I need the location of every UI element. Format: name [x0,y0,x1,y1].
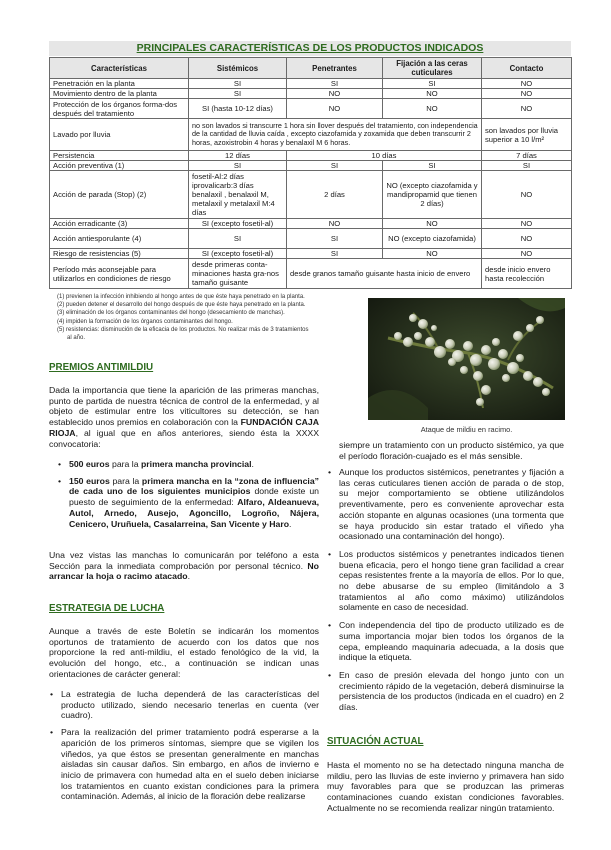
prize-text: para la [109,459,141,469]
list-item [57,476,319,530]
cell: NO [482,219,572,229]
table-row [50,219,572,229]
cell: 10 días [287,151,482,161]
premios-heading: PREMIOS ANTIMILDIU [49,362,154,373]
cell: NO [383,249,482,259]
table-row [50,161,572,171]
cell: SI (excepto fosetil-al) [189,249,287,259]
list-item: • Los productos sistémicos y penetrantes indicados tienen buena eficacia, pero el hongo tiene gran facilidad a crear cepas resistentes frente a la mayoría de ellos. Por lo que, no debe abusarse de su empleo (limitándolo a 3 tratamientos al año como máximo) utilizándolos solamente en caso de necesidad. [327,549,564,613]
cell: SI (hasta 10-12 días) [189,99,287,119]
footnote: al año. [67,335,86,342]
contact-warning: No arrancar la hoja o racimo atacado [49,560,319,582]
list-item: • La estrategia de lucha dependerá de las características del producto utilizado, siendo necesario tenerlas en cuenta (ver cuadro). [49,689,319,721]
cell: desde inicio envero hasta recolección [482,259,572,289]
municipality-list: Alfaro, Aldeanueva, Autol, Arnedo, Ausejo, Agoncillo, Logroño, Nájera, Cenicero, Uruñuela, Casalarreina, San Vicente y Haro [69,497,319,529]
row-label: Acción preventiva (1) [50,161,189,171]
list-item: • Con independencia del tipo de producto utilizado es de suma importancia mojar bien todos los órganos de la cepa, empleando maquinaria adecuada, a la dosis que indique la etiqueta. [327,620,564,663]
cell: SI [189,229,287,249]
prize-text: . [289,518,292,529]
row-label: Acción antiesporulante (4) [50,229,189,249]
cell: 2 días [287,171,383,219]
cell: NO (excepto ciazofamida y mandipropamid que tienen 2 días) [383,171,482,219]
table-header-row [50,58,572,79]
cell: SI [189,161,287,171]
row-label: Acción erradicante (3) [50,219,189,229]
row-label: Lavado por lluvia [50,119,189,151]
header-sistemicos: Sistémicos [189,58,287,79]
cell: NO [383,219,482,229]
cell: SI [482,161,572,171]
photo-caption: Ataque de mildiu en racimo. [420,425,513,434]
row-label: Protección de los órganos forma-dos después del tratamiento [50,99,189,119]
footnote: (5) resistencias: disminución de la eficacia de los productos. No realizar más de 3 tratamientos [57,326,309,333]
footnote: (1) previenen la infección inhibiendo al hongo antes de que éste haya penetrado en la planta. [57,294,305,300]
mildew-cluster-image [368,298,565,420]
table-row [50,99,572,119]
table-title: PRINCIPALES CARACTERÍSTICAS DE LOS PRODUCTOS INDICADOS [49,41,571,56]
row-label: Período más aconsejable para utilizarlos en condiciones de riesgo [50,259,189,289]
footnote: (4) impiden la formación de los órganos contaminantes del hongo. [57,318,233,325]
cell: NO [482,171,572,219]
cell: SI [383,79,482,89]
table-row [50,249,572,259]
estrategia-continuation: siempre un tratamiento con un producto sistémico, ya que el período floración-cuajado es el más sensible. [339,440,564,461]
situacion-text: Hasta el momento no se ha detectado ninguna mancha de mildiu, pero las lluvias de este invierno y primavera han sido muy favorables para que se produzcan las primeras contaminaciones cuando existan condiciones favorables. Actualmente no se recomienda realizar ningún tratamiento. [327,760,564,813]
cell: SI (excepto fosetil-al) [189,219,287,229]
prize-text: . [251,459,254,469]
situacion-heading: SITUACIÓN ACTUAL [327,736,424,747]
premios-text: Dada la importancia que tiene la aparición de las primeras manchas, punto de partida de nuestra técnica de control de la enfermedad, y al objeto de estimular entre los viticultores su detección, se han establecido unos premios en colaboración con la [49,385,319,428]
cell: NO [482,249,572,259]
list-item: • En caso de presión elevada del hongo junto con un crecimiento rápido de la vegetación, deberá disminuirse la persistencia de los productos (indicada en el cuadro) en 2 días. [327,670,564,713]
prize-title: primera mancha en la “zona de influencia” de cada uno de los siguientes municipios [69,475,319,497]
premios-contact [49,550,319,582]
estrategia-intro: Aunque a través de este Boletín se indicarán los momentos oportunos de tratamiento de acuerdo con los datos que nos proporcione la red anti-mildiu, el estado fenológico de la vid, la evolución del hongo, etc., a continuación se indican unas orientaciones de carácter general: [49,626,319,679]
cell: son lavados por lluvia superior a 10 l/m² [482,119,572,151]
cell: NO [482,79,572,89]
table-row [50,79,572,89]
header-penetrantes: Penetrantes [287,58,383,79]
cell: 7 días [482,151,572,161]
row-label: Movimiento dentro de la planta [50,89,189,99]
cell: SI [287,79,383,89]
mildew-cluster-photo [368,298,565,420]
cell: NO [482,99,572,119]
prize-amount: 500 euros [69,459,110,469]
cell: SI [287,229,383,249]
cell: SI [287,249,383,259]
prize-text: para la [109,475,142,486]
cell: desde granos tamaño guisante hasta inicio de envero [287,259,482,289]
prize-title: primera mancha provincial [140,459,252,469]
cell: fosetil-Al:2 días iprovalicarb:3 días benalaxil , benalaxil M, metalaxil y metalaxil M:4 días [189,171,287,219]
list-item [57,459,319,470]
footnote: (3) eliminación de los órganos contaminantes del hongo (desecamiento de manchas). [57,310,285,317]
table-row [50,151,572,161]
cell: no son lavados si transcurre 1 hora sin llover después del tratamiento, con independencia de la cantidad de lluvia caída , excepto ciazofamida y zoxamida que deben transcurrir 2 horas, azoxistrobin 4 horas y benalaxil M 6 horas. [189,119,482,151]
contact-text: Una vez vistas las manchas lo comunicarán por teléfono a esta Sección para la inmediata comprobación por personal técnico. [49,550,319,571]
cell: 12 días [189,151,287,161]
cell: SI [189,79,287,89]
row-label: Penetración en la planta [50,79,189,89]
premios-foundation: FUNDACIÓN CAJA RIOJA [49,417,320,438]
list-item: • Aunque los productos sistémicos, penetrantes y fijación a las ceras cuticulares tienen acción de parada o de stop, su mejor comportamiento se obtiene utilizándolos preventivamente, pero es conveniente aprovechar esta acción stopante en algunas ocasiones (una tormenta que se haya producido sin estar tratado el viñedo yha ocasionado una contaminación del hongo). [327,467,564,542]
premios-intro [49,385,319,449]
prize-amount: 150 euros [69,475,110,486]
cell: NO [383,99,482,119]
table-row [50,259,572,289]
characteristics-table [49,57,572,289]
header-contacto: Contacto [482,58,572,79]
table-row [50,89,572,99]
cell: NO (excepto ciazofamida) [383,229,482,249]
cell: SI [189,89,287,99]
cell: NO [383,89,482,99]
contact-text: . [187,571,190,582]
estrategia-heading: ESTRATEGIA DE LUCHA [49,603,165,614]
list-item: • Para la realización del primer tratamiento podrá esperarse a la aparición de los primeros síntomas, siempre que se vigilen los viñedos, ya que éstos se presentan generalmente en manchas aisladas sin causar daños. Sin embargo, en años de invierno e inicio de primavera con humedad alta en el suelo deben iniciarse los tratamientos en cuanto existan condiciones para la primera contaminación. Además, al inicio de la floración debe realizarse [49,727,319,802]
table-row [50,229,572,249]
row-label: Acción de parada (Stop) (2) [50,171,189,219]
cell: NO [287,89,383,99]
cell: NO [482,229,572,249]
row-label: Riesgo de resistencias (5) [50,249,189,259]
premios-text: , al igual que en años anteriores, siendo ésta la XXXX convocatoria: [49,427,319,449]
footnote: (2) pueden detener el desarrollo del hongo después de que éste haya penetrado en la planta. [57,302,306,309]
table-row [50,119,572,151]
prize-text: donde existe un puesto de seguimiento de la enfermedad: [69,486,319,508]
table-row [50,171,572,219]
header-fijacion: Fijación a las ceras cuticulares [383,58,482,79]
table-footnotes [57,293,362,342]
premios-list [57,459,319,529]
cell: NO [287,99,383,119]
cell: desde primeras conta-minaciones hasta gra-nos tamaño guisante [189,259,287,289]
header-caracteristicas: Características [50,58,189,79]
estrategia-list-left [49,689,319,802]
cell: SI [383,161,482,171]
cell: NO [287,219,383,229]
row-label: Persistencia [50,151,189,161]
cell: NO [482,89,572,99]
estrategia-list-right [327,467,564,713]
cell: SI [287,161,383,171]
